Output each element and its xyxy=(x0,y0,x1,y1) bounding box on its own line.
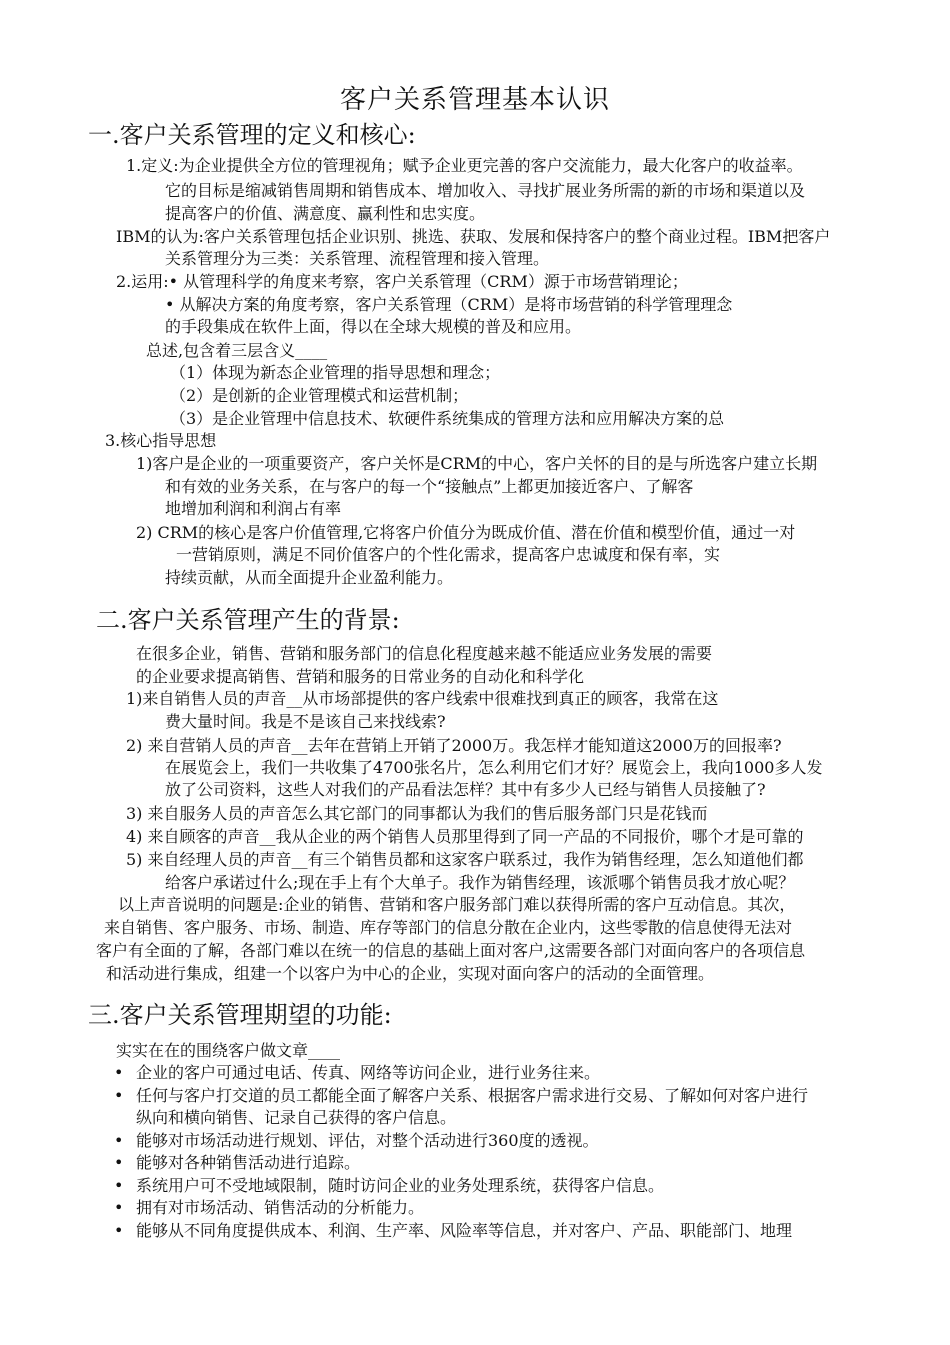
summary-line: 总述,包含着三层含义____ xyxy=(146,341,328,360)
manager-voice-line-2: 给客户承诺过什么;现在手上有个大单子。我作为销售经理，该派哪个销售员我才放心呢？ xyxy=(165,873,795,892)
bullet-icon: • xyxy=(114,1153,124,1172)
core-idea-heading: 3.核心指导思想 xyxy=(105,431,217,450)
conclusion-line-3: 客户有全面的了解，各部门难以在统一的信息的基础上面对客户,这需要各部门对面向客户的各项信息 xyxy=(96,941,806,960)
bullet-icon: • xyxy=(114,1086,124,1105)
function-item: 能够从不同角度提供成本、利润、生产率、风险率等信息，并对客户、产品、职能部门、地理 xyxy=(136,1221,793,1240)
function-item: 能够对市场活动进行规划、评估，对整个活动进行360度的透视。 xyxy=(136,1131,599,1150)
bullet-icon: • xyxy=(114,1198,124,1217)
background-line-2: 的企业要求提高销售、营销和服务的日常业务的自动化和科学化 xyxy=(136,667,585,686)
meaning-item-3: （3）是企业管理中信息技术、软硬件系统集成的管理方法和应用解决方案的总 xyxy=(170,409,725,428)
ibm-view-line: IBM的认为:客户关系管理包括企业识别、挑选、获取、发展和保持客户的整个商业过程。IBM把客户 xyxy=(116,227,831,246)
conclusion-line-4: 和活动进行集成，组建一个以客户为中心的企业，实现对面向客户的活动的全面管理。 xyxy=(106,964,715,983)
core-idea-1: 1)客户是企业的一项重要资产，客户关怀是CRM的中心，客户关怀的目的是与所选客户建立长期 xyxy=(136,454,818,473)
application-line-3: 的手段集成在软件上面，得以在全球大规模的普及和应用。 xyxy=(165,317,582,336)
function-item: 系统用户可不受地域限制，随时访问企业的业务处理系统，获得客户信息。 xyxy=(136,1176,665,1195)
service-voice: 3) 来自服务人员的声音怎么其它部门的同事都认为我们的售后服务部门只是花钱而 xyxy=(126,804,708,823)
section-1-heading: 一.客户关系管理的定义和核心: xyxy=(88,121,416,149)
definition-line: 1.定义:为企业提供全方位的管理视角；赋予企业更完善的客户交流能力，最大化客户的收益率。 xyxy=(126,156,803,175)
conclusion-line-2: 来自销售、客户服务、市场、制造、库存等部门的信息分散在企业内，这些零散的信息使得无法对 xyxy=(104,918,793,937)
core-idea-1-line-3: 地增加利润和利润占有率 xyxy=(165,499,342,518)
bullet-icon: • xyxy=(114,1176,124,1195)
marketing-voice-line-2: 在展览会上，我们一共收集了4700张名片，怎么利用它们才好？展览会上，我向1000多人发 xyxy=(165,758,823,777)
bullet-icon: • xyxy=(114,1063,124,1082)
functions-intro: 实实在在的围绕客户做文章____ xyxy=(116,1041,341,1060)
bullet-icon: • xyxy=(114,1131,124,1150)
background-line: 在很多企业，销售、营销和服务部门的信息化程度越来越不能适应业务发展的需要 xyxy=(136,644,713,663)
definition-goal-line-2: 提高客户的价值、满意度、赢利性和忠实度。 xyxy=(165,204,486,223)
function-item-continued: 纵向和横向销售、记录自己获得的客户信息。 xyxy=(136,1108,457,1127)
application-line-2: • 从解决方案的角度考察，客户关系管理（CRM）是将市场营销的科学管理理念 xyxy=(165,295,733,314)
core-idea-1-line-2: 和有效的业务关系，在与客户的每一个“接触点”上都更加接近客户、了解客 xyxy=(165,477,694,496)
core-idea-2: 2) CRM的核心是客户价值管理,它将客户价值分为既成价值、潜在价值和模型价值，通过一对 xyxy=(136,523,796,542)
meaning-item-1: （1）体现为新态企业管理的指导思想和理念； xyxy=(170,363,501,382)
manager-voice: 5) 来自经理人员的声音__有三个销售员都和这家客户联系过，我作为销售经理，怎么知道他们都 xyxy=(126,850,804,869)
ibm-view-line-2: 关系管理分为三类：关系管理、流程管理和接入管理。 xyxy=(165,249,550,268)
core-idea-2-line-3: 持续贡献，从而全面提升企业盈利能力。 xyxy=(165,568,454,587)
document-title: 客户关系管理基本认识 xyxy=(339,85,610,115)
meaning-item-2: （2）是创新的企业管理模式和运营机制； xyxy=(170,386,469,405)
section-3-heading: 三.客户关系管理期望的功能: xyxy=(88,1001,392,1029)
sales-voice: 1)来自销售人员的声音__从市场部提供的客户线索中很难找到真正的顾客，我常在这 xyxy=(126,689,719,708)
function-item: 能够对各种销售活动进行追踪。 xyxy=(136,1153,361,1172)
application-line: 2.运用:• 从管理科学的角度来考察，客户关系管理（CRM）源于市场营销理论； xyxy=(116,272,688,291)
customer-voice: 4) 来自顾客的声音__我从企业的两个销售人员那里得到了同一产品的不同报价，哪个才是可靠的 xyxy=(126,827,804,846)
function-item: 任何与客户打交道的员工都能全面了解客户关系、根据客户需求进行交易、了解如何对客户进行 xyxy=(136,1086,809,1105)
function-item: 企业的客户可通过电话、传真、网络等访问企业，进行业务往来。 xyxy=(136,1063,601,1082)
core-idea-2-line-2: 一营销原则，满足不同价值客户的个性化需求，提高客户忠诚度和保有率，实 xyxy=(176,545,721,564)
section-2-heading: 二.客户关系管理产生的背景: xyxy=(96,606,400,634)
definition-goal-line: 它的目标是缩减销售周期和销售成本、增加收入、寻找扩展业务所需的新的市场和渠道以及 xyxy=(165,181,806,200)
marketing-voice: 2) 来自营销人员的声音__去年在营销上开销了2000万。我怎样才能知道这2000万的回报率? xyxy=(126,736,782,755)
function-item: 拥有对市场活动、销售活动的分析能力。 xyxy=(136,1198,425,1217)
conclusion-line: 以上声音说明的问题是:企业的销售、营销和客户服务部门难以获得所需的客户互动信息。其次， xyxy=(118,895,796,914)
marketing-voice-line-3: 放了公司资料，这些人对我们的产品看法怎样？其中有多少人已经与销售人员接触了? xyxy=(165,780,766,799)
bullet-icon: • xyxy=(114,1221,124,1240)
sales-voice-line-2: 费大量时间。我是不是该自己来找线索? xyxy=(165,712,446,731)
